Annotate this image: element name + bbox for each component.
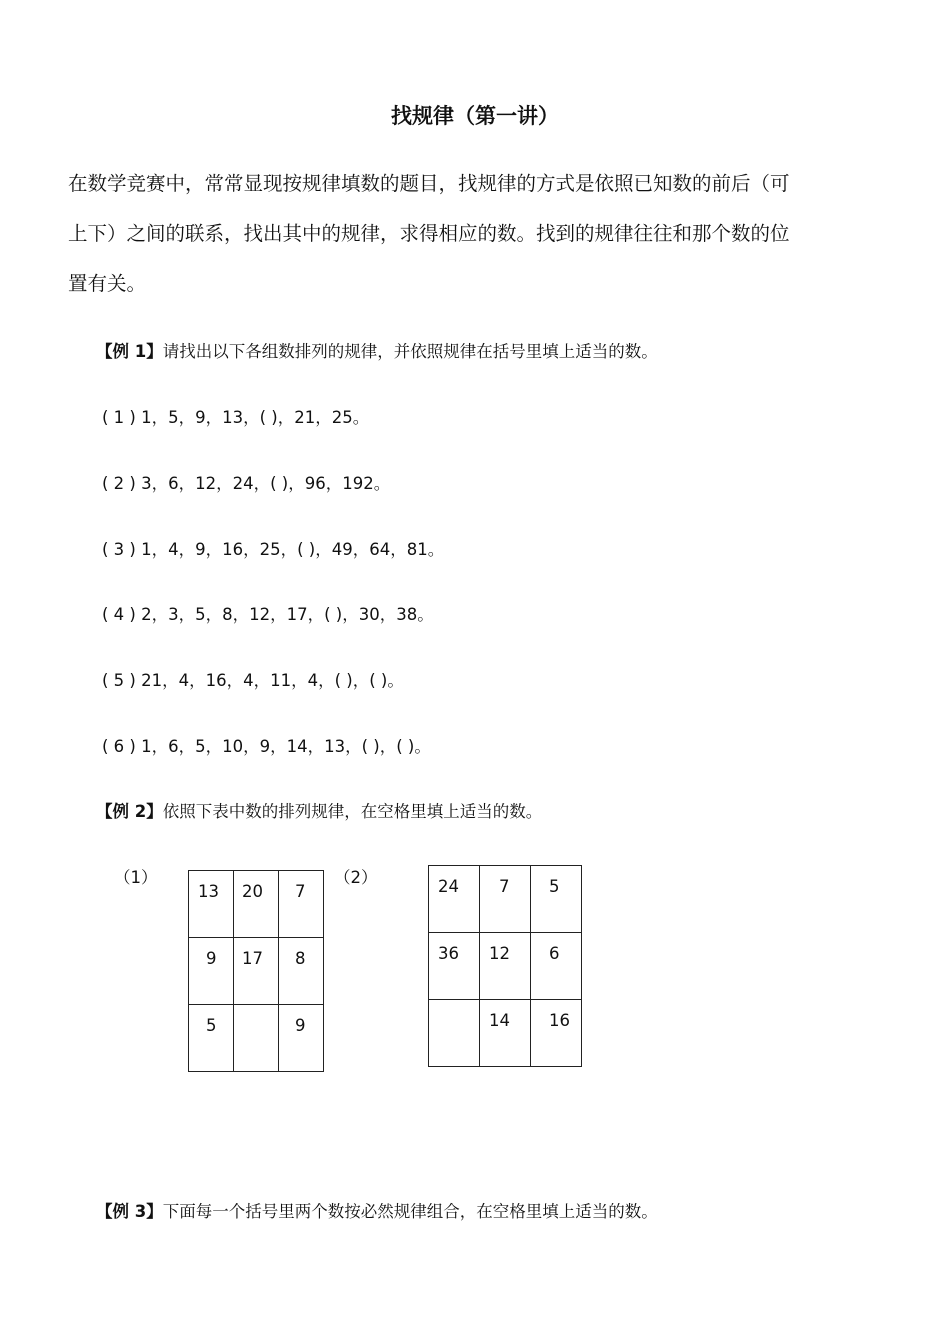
- table-cell: 14: [480, 1000, 531, 1067]
- table-cell: 7: [279, 871, 324, 938]
- table-row: [189, 938, 324, 1005]
- table-row: [429, 866, 582, 933]
- intro-line-1: 在数学竞赛中，常常显现按规律填数的题目，找规律的方式是依照已知数的前后（可: [68, 172, 790, 195]
- table-cell: [234, 1005, 279, 1072]
- example-3-heading: [96, 1198, 658, 1222]
- table-cell: 36: [429, 933, 480, 1000]
- table-cell: 7: [480, 866, 531, 933]
- table-cell: 20: [234, 871, 279, 938]
- table-cell: 13: [189, 871, 234, 938]
- table-1-label: （1）: [114, 868, 158, 887]
- intro-line-2: 上下）之间的联系，找出其中的规律，求得相应的数。找到的规律往往和那个数的位: [68, 222, 790, 245]
- table-row: [429, 1000, 582, 1067]
- example-1-item-5: ( 5 ) 21，4，16，4，11，4，( )，( )。: [102, 671, 404, 690]
- table-cell: 24: [429, 866, 480, 933]
- table-cell: 16: [531, 1000, 582, 1067]
- example-2-label: 【例 2】: [96, 802, 163, 821]
- table-row: [189, 871, 324, 938]
- table-cell: 17: [234, 938, 279, 1005]
- example-2-text: 依照下表中数的排列规律，在空格里填上适当的数。: [162, 802, 543, 821]
- table-2-label: （2）: [334, 868, 378, 887]
- example-1-heading: [96, 338, 658, 362]
- intro-line-3: 置有关。: [68, 272, 147, 295]
- pattern-table-2: [428, 865, 582, 1067]
- table-cell: 5: [189, 1005, 234, 1072]
- example-1-label: 【例 1】: [96, 342, 163, 361]
- pattern-table-1: [188, 870, 324, 1072]
- table-cell: [429, 1000, 480, 1067]
- example-3-text: 下面每一个括号里两个数按必然规律组合，在空格里填上适当的数。: [162, 1202, 658, 1221]
- example-1-text: 请找出以下各组数排列的规律，并依照规律在括号里填上适当的数。: [162, 342, 658, 361]
- table-row: [429, 933, 582, 1000]
- example-1-item-3: ( 3 ) 1，4，9，16，25，( )，49，64，81。: [102, 540, 445, 559]
- table-cell: 12: [480, 933, 531, 1000]
- table-cell: 6: [531, 933, 582, 1000]
- table-cell: 9: [189, 938, 234, 1005]
- example-1-item-2: ( 2 ) 3，6，12，24，( )，96，192。: [102, 474, 391, 493]
- example-1-item-6: ( 6 ) 1，6，5，10，9，14，13，( )，( )。: [102, 737, 431, 756]
- example-1-item-4: ( 4 ) 2，3，5，8，12，17，( )，30，38。: [102, 605, 434, 624]
- table-row: [189, 1005, 324, 1072]
- page-title: 找规律（第一讲）: [391, 104, 559, 128]
- example-1-item-1: ( 1 ) 1，5，9，13，( )，21，25。: [102, 408, 370, 427]
- example-3-label: 【例 3】: [96, 1202, 163, 1221]
- example-2-heading: [96, 798, 542, 822]
- table-cell: 9: [279, 1005, 324, 1072]
- table-cell: 8: [279, 938, 324, 1005]
- table-cell: 5: [531, 866, 582, 933]
